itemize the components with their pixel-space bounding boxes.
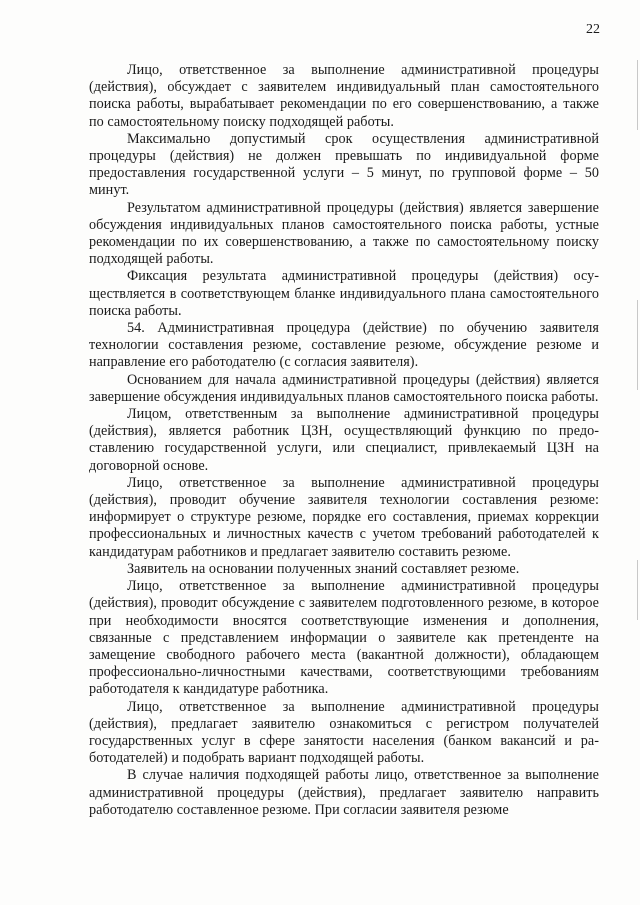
paragraph: Максимально допустимый срок осуществления административной процедуры (действия) не должен превышать по индивидуальной форме предоставления государственной услуги – 5 минут, по групповой форме – 50 минут.: [89, 130, 599, 199]
paragraph: Заявитель на основании полученных знаний составляет резюме.: [127, 560, 520, 577]
scan-edge-mark: [637, 300, 638, 390]
paragraph: Лицо, ответственное за выполнение административной процедуры (действия), предлагает заявителю ознакомиться с регистром получателей государственных услуг в сфере занятости населения (банком вакансий и работодателей) и подобрать вариант подходящей работы.: [89, 698, 599, 767]
paragraph: Лицо, ответственное за выполнение административной процедуры (действия), проводит обсуждение с заявителем подготовленного резюме, в которое при необходимости вносятся соответствующие изменения и дополнения, связанные с представлением информации о заявителе как претенденте на замещение свободного рабочего места (вакантной должности), обладающем профессионально-личностными качествами, соответствующими требованиям работодателя к кандидатуре работника.: [89, 578, 599, 698]
paragraph: Фиксация результата административной процедуры (действия) осуществляется в соответствующем бланке индивидуального плана самостоятельного поиска работы.: [89, 268, 599, 319]
paragraph: Лицом, ответственным за выполнение административной процедуры (действия), является работник ЦЗН, осуществляющий функцию по предоставлению государственной услуги, или специалист, привлекаемый ЦЗН на договорной основе.: [89, 406, 599, 474]
page-number: 22: [586, 22, 600, 37]
paragraph: Лицо, ответственное за выполнение административной процедуры (действия), проводит обучение заявителя технологии составления резюме: информирует о структуре резюме, порядке его составления, приемах коррекции профессиональных и личностных качеств с учетом требований работодателей к кандидатурам работников и предлагает заявителю составить резюме.: [89, 474, 599, 560]
scan-edge-mark: [637, 560, 638, 620]
page-body: [89, 62, 599, 819]
paragraph: Лицо, ответственное за выполнение административной процедуры (действия), обсуждает с заявителем индивидуальный план самостоятельного поиска работы, вырабатывает рекомендации по его совершенствованию, а также по самостоятельному поиску подходящей работы.: [89, 62, 599, 130]
paragraph: Основанием для начала административной процедуры (действия) является завершение обсуждения индивидуальных планов самостоятельного поиска работы.: [89, 371, 599, 405]
scan-edge-mark: [637, 60, 638, 130]
paragraph: 54. Административная процедура (действие) по обучению заявителя технологии составления резюме, составление резюме, обсуждение резюме и направление его работодателю (с согласия заявителя).: [89, 320, 599, 371]
paragraph: Результатом административной процедуры (действия) является завершение обсуждения индивидуальных планов самостоятельного поиска работы, устные рекомендации по их совершенствованию, а также по самостоятельному поиску подходящей работы.: [89, 199, 599, 268]
paragraph: В случае наличия подходящей работы лицо, ответственное за выполнение административной процедуры (действия), предлагает заявителю направить работодателю составленное резюме. При согласии заявителя резюме: [89, 767, 599, 818]
